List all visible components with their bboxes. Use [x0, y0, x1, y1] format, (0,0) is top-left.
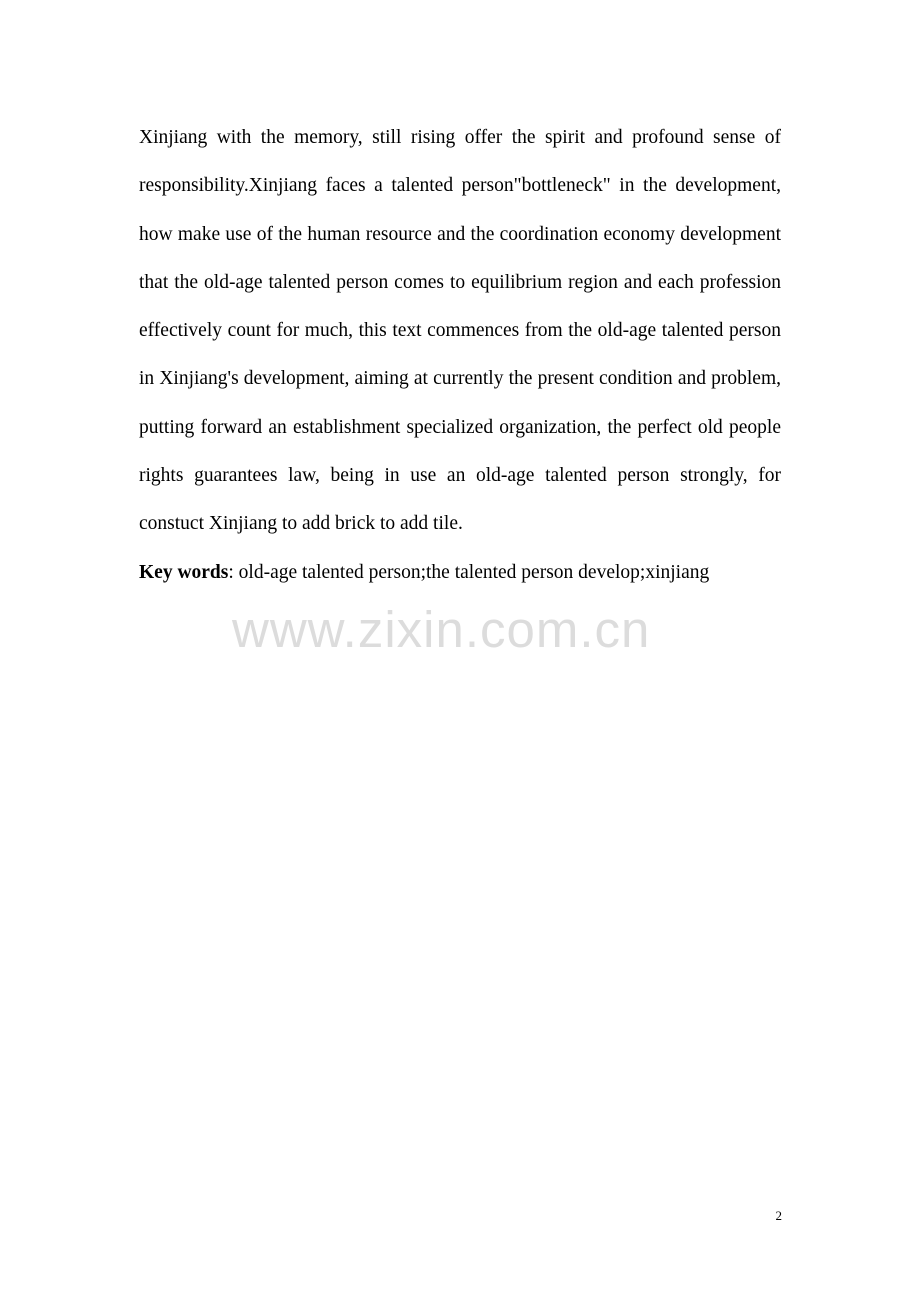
keywords-separator: : [228, 561, 239, 583]
keywords-value: old-age talented person;the talented person develop;xinjiang [238, 561, 710, 583]
keywords-label: Key words [139, 561, 229, 583]
abstract-body [139, 114, 781, 597]
keywords-line [139, 549, 781, 597]
watermark: www.zixin.com.cn [232, 601, 651, 658]
page-number: 2 [775, 1208, 782, 1223]
abstract-paragraph: Xinjiang with the memory, still rising offer the spirit and profound sense of responsibility.Xinjiang faces a talented person"bottleneck" in the development, how make use of the human resource and the coordination economy development that the old-age talented person comes to equilibrium region and each profession effectively count for much, this text commences from the old-age talented person in Xinjiang's development, aiming at currently the present condition and problem, putting forward an establishment specialized organization, the perfect old people rights guarantees law, being in use an old-age talented person strongly, for constuct Xinjiang to add brick to add tile. [139, 127, 781, 535]
